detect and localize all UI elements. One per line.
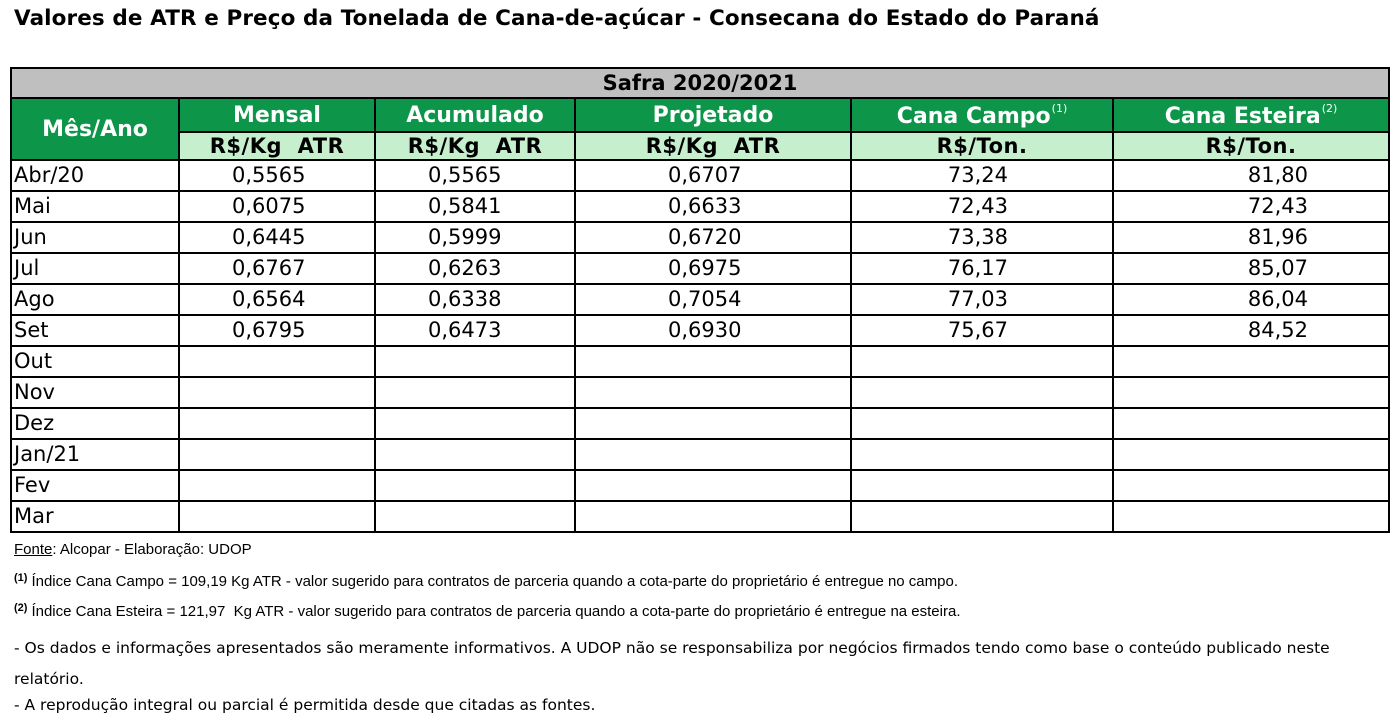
cell-mensal: 0,6564 (179, 284, 375, 315)
column-header-cana-campo (851, 98, 1113, 132)
cell-esteira: 85,07 (1113, 253, 1389, 284)
cell-mes: Jul (11, 253, 179, 284)
cell-esteira: 81,80 (1113, 160, 1389, 191)
cell-mensal (179, 408, 375, 439)
cell-mes: Set (11, 315, 179, 346)
table-row (11, 253, 1389, 284)
cell-esteira (1113, 346, 1389, 377)
cell-esteira (1113, 501, 1389, 532)
column-label: Projetado (652, 102, 774, 128)
cell-acumulado (375, 408, 575, 439)
column-header-acumulado (375, 98, 575, 132)
cell-mensal: 0,6795 (179, 315, 375, 346)
cell-mes: Fev (11, 470, 179, 501)
table-row (11, 284, 1389, 315)
cell-esteira (1113, 377, 1389, 408)
page-title: Valores de ATR e Preço da Tonelada de Cana-de-açúcar - Consecana do Estado do Paraná (14, 6, 1100, 31)
footnote-marker: (2) (1321, 101, 1338, 115)
table-row (11, 222, 1389, 253)
cell-projetado (575, 408, 851, 439)
cell-acumulado (375, 501, 575, 532)
cell-mensal (179, 501, 375, 532)
cell-acumulado: 0,6473 (375, 315, 575, 346)
unit-cana-campo: R$/Ton. (851, 132, 1113, 160)
footnote-2-mark: (2) (14, 602, 28, 614)
cell-acumulado: 0,5565 (375, 160, 575, 191)
cell-esteira: 86,04 (1113, 284, 1389, 315)
unit-mensal: R$/Kg ATR (179, 132, 375, 160)
cell-campo (851, 439, 1113, 470)
cell-campo (851, 408, 1113, 439)
cell-campo (851, 501, 1113, 532)
source-label: Fonte (14, 541, 53, 558)
cell-acumulado (375, 439, 575, 470)
cell-esteira: 72,43 (1113, 191, 1389, 222)
table-row (11, 470, 1389, 501)
cell-projetado: 0,6720 (575, 222, 851, 253)
cell-projetado (575, 501, 851, 532)
cell-esteira: 81,96 (1113, 222, 1389, 253)
cell-mensal: 0,6445 (179, 222, 375, 253)
cell-mes: Ago (11, 284, 179, 315)
reproduction-note: - A reprodução integral ou parcial é permitida desde que citadas as fontes. (14, 696, 596, 714)
cell-projetado: 0,6707 (575, 160, 851, 191)
cell-esteira: 84,52 (1113, 315, 1389, 346)
disclaimer: - Os dados e informações apresentados são meramente informativos. A UDOP não se responsabiliza por negócios firmados tendo como base o conteúdo publicado neste relatório. (14, 639, 1330, 688)
cell-campo (851, 377, 1113, 408)
table-row (11, 191, 1389, 222)
cell-acumulado: 0,6338 (375, 284, 575, 315)
footnote-1 (14, 572, 958, 590)
cell-esteira (1113, 470, 1389, 501)
cell-campo: 75,67 (851, 315, 1113, 346)
footnote-2 (14, 602, 961, 620)
footnote-1-text: Índice Cana Campo = 109,19 Kg ATR - valor sugerido para contratos de parceria quando a cota-parte do proprietário é entregue no campo. (31, 573, 958, 590)
cell-campo: 76,17 (851, 253, 1113, 284)
source-text: : Alcopar - Elaboração: UDOP (52, 541, 252, 558)
cell-esteira (1113, 408, 1389, 439)
source-note (14, 541, 252, 558)
cell-mes: Mar (11, 501, 179, 532)
cell-esteira (1113, 439, 1389, 470)
cell-mensal (179, 377, 375, 408)
table-row (11, 346, 1389, 377)
column-label: Cana Esteira (1164, 103, 1321, 129)
cell-mes: Abr/20 (11, 160, 179, 191)
footnote-marker: (1) (1051, 101, 1068, 115)
table-row (11, 160, 1389, 191)
cell-projetado (575, 346, 851, 377)
table-row (11, 408, 1389, 439)
cell-mes: Dez (11, 408, 179, 439)
cell-projetado (575, 377, 851, 408)
cell-campo (851, 470, 1113, 501)
cell-campo: 73,24 (851, 160, 1113, 191)
cell-mensal: 0,6075 (179, 191, 375, 222)
unit-cana-esteira: R$/Ton. (1113, 132, 1389, 160)
cell-mensal: 0,6767 (179, 253, 375, 284)
footnote-1-mark: (1) (14, 572, 28, 584)
cell-acumulado (375, 470, 575, 501)
cell-acumulado: 0,5999 (375, 222, 575, 253)
cell-projetado: 0,6975 (575, 253, 851, 284)
table-row (11, 501, 1389, 532)
cell-mes: Nov (11, 377, 179, 408)
column-label: Mensal (233, 102, 321, 128)
table-row (11, 377, 1389, 408)
cell-acumulado (375, 346, 575, 377)
column-label: Acumulado (406, 102, 544, 128)
cell-mensal (179, 346, 375, 377)
table-row (11, 315, 1389, 346)
cell-mensal (179, 439, 375, 470)
cell-mes: Jun (11, 222, 179, 253)
cell-campo (851, 346, 1113, 377)
cell-mensal: 0,5565 (179, 160, 375, 191)
column-header-projetado (575, 98, 851, 132)
unit-acumulado: R$/Kg ATR (375, 132, 575, 160)
cell-campo: 73,38 (851, 222, 1113, 253)
month-year-header: Mês/Ano (11, 98, 179, 160)
column-header-mensal (179, 98, 375, 132)
atr-price-table (10, 67, 1390, 533)
table-row (11, 439, 1389, 470)
cell-mensal (179, 470, 375, 501)
cell-mes: Mai (11, 191, 179, 222)
cell-projetado: 0,7054 (575, 284, 851, 315)
cell-mes: Out (11, 346, 179, 377)
table-body (11, 160, 1389, 532)
column-header-cana-esteira (1113, 98, 1389, 132)
unit-projetado: R$/Kg ATR (575, 132, 851, 160)
cell-projetado (575, 439, 851, 470)
cell-acumulado: 0,5841 (375, 191, 575, 222)
cell-campo: 77,03 (851, 284, 1113, 315)
column-label: Cana Campo (896, 103, 1051, 129)
cell-projetado (575, 470, 851, 501)
cell-acumulado (375, 377, 575, 408)
safra-header: Safra 2020/2021 (11, 68, 1389, 98)
cell-acumulado: 0,6263 (375, 253, 575, 284)
cell-projetado: 0,6633 (575, 191, 851, 222)
cell-projetado: 0,6930 (575, 315, 851, 346)
cell-mes: Jan/21 (11, 439, 179, 470)
footnote-2-text: Índice Cana Esteira = 121,97 Kg ATR - valor sugerido para contratos de parceria quando a cota-parte do proprietário é entregue na esteira. (31, 603, 961, 620)
cell-campo: 72,43 (851, 191, 1113, 222)
